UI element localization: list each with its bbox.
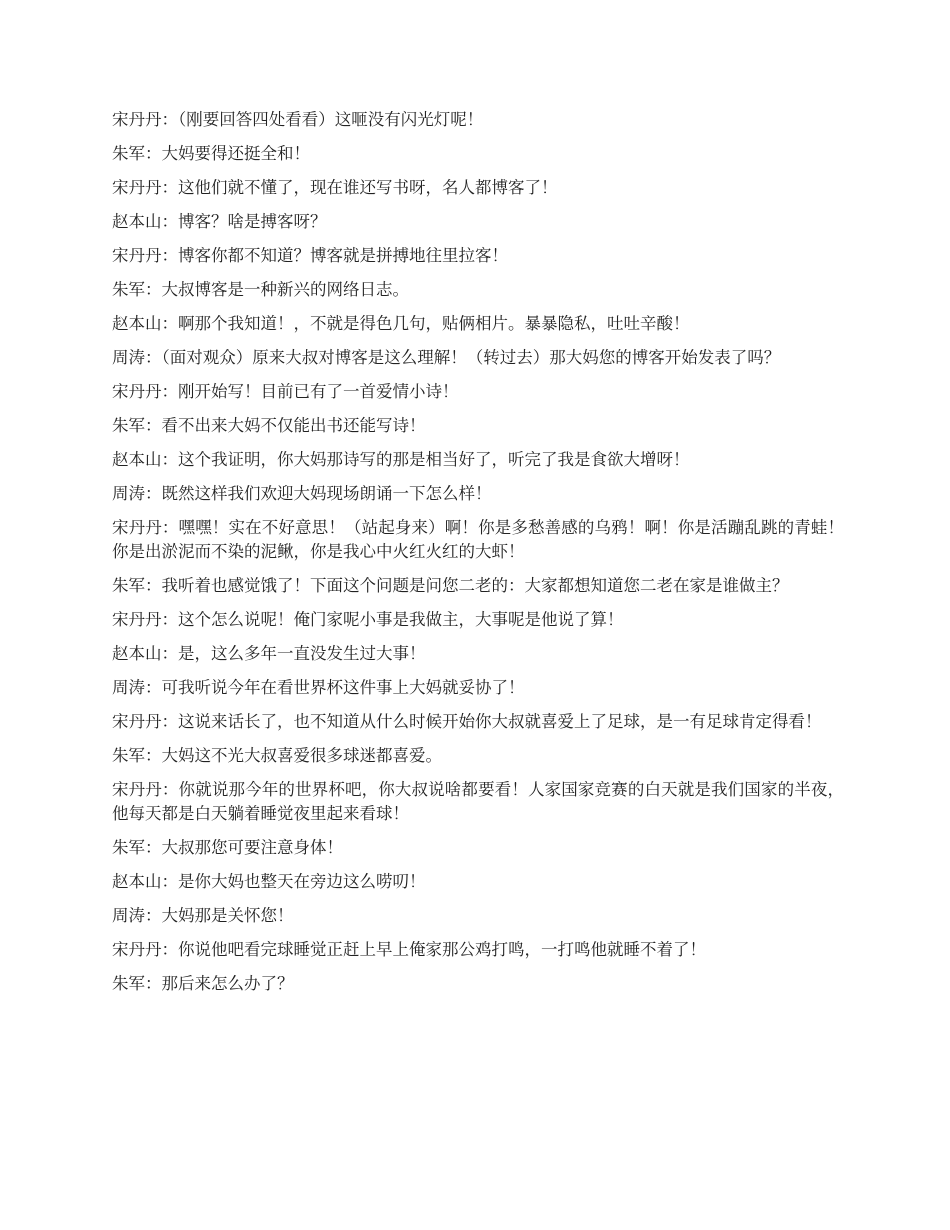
dialogue-line-11: 赵本山：这个我证明，你大妈那诗写的那是相当好了，听完了我是食欲大增呀！ [112,450,690,469]
dialogue-line-12: 周涛：既然这样我们欢迎大妈现场朗诵一下怎么样！ [112,484,492,503]
dialogue-line-3: 宋丹丹：这他们就不懂了，现在谁还写书呀，名人都博客了！ [112,178,558,197]
dialogue-line-22: 赵本山：是你大妈也整天在旁边这么唠叨！ [112,872,426,891]
dialogue-line-24: 宋丹丹：你说他吧看完球睡觉正赶上早上俺家那公鸡打鸣，一打鸣他就睡不着了！ [112,940,706,959]
dialogue-line-20: 宋丹丹：你就说那今年的世界杯吧，你大叔说啥都要看！人家国家竞赛的白天就是我们国家的半夜，他每天都是白天躺着睡觉夜里起来看球！ [112,780,844,823]
document-page [112,108,844,1006]
dialogue-line-2: 朱军：大妈要得还挺全和！ [112,144,310,163]
dialogue-line-7: 赵本山：啊那个我知道！，不就是得色几句，贴俩相片。暴暴隐私，吐吐辛酸！ [112,314,690,333]
dialogue-line-17: 周涛：可我听说今年在看世界杯这件事上大妈就妥协了！ [112,678,525,697]
dialogue-line-16: 赵本山：是，这么多年一直没发生过大事！ [112,644,426,663]
dialogue-line-14: 朱军：我听着也感觉饿了！下面这个问题是问您二老的：大家都想知道您二老在家是谁做主？ [112,576,789,595]
dialogue-line-19: 朱军：大妈这不光大叔喜爱很多球迷都喜爱。 [112,746,442,765]
dialogue-line-9: 宋丹丹：刚开始写！目前已有了一首爱情小诗！ [112,382,459,401]
dialogue-line-23: 周涛：大妈那是关怀您！ [112,906,294,925]
dialogue-line-6: 朱军：大叔博客是一种新兴的网络日志。 [112,280,409,299]
dialogue-line-18: 宋丹丹：这说来话长了，也不知道从什么时候开始你大叔就喜爱上了足球，是一有足球肯定得看！ [112,712,822,731]
dialogue-line-5: 宋丹丹：博客你都不知道？博客就是拼搏地往里拉客！ [112,246,508,265]
dialogue-line-25: 朱军：那后来怎么办了？ [112,974,294,993]
dialogue-line-10: 朱军：看不出来大妈不仅能出书还能写诗！ [112,416,426,435]
dialogue-line-8: 周涛：（面对观众）原来大叔对博客是这么理解！（转过去）那大妈您的博客开始发表了吗？ [112,348,781,367]
dialogue-line-4: 赵本山：博客？啥是搏客呀？ [112,212,327,231]
dialogue-line-21: 朱军：大叔那您可要注意身体！ [112,838,343,857]
dialogue-line-1: 宋丹丹：（刚要回答四处看看）这咂没有闪光灯呢！ [112,110,484,129]
dialogue-line-15: 宋丹丹：这个怎么说呢！俺门家呢小事是我做主，大事呢是他说了算！ [112,610,624,629]
dialogue-line-13: 宋丹丹：嘿嘿！实在不好意思！（站起身来）啊！你是多愁善感的乌鸦！啊！你是活蹦乱跳的青蛙！你是出淤泥而不染的泥鳅，你是我心中火红火红的大虾！ [112,518,844,561]
